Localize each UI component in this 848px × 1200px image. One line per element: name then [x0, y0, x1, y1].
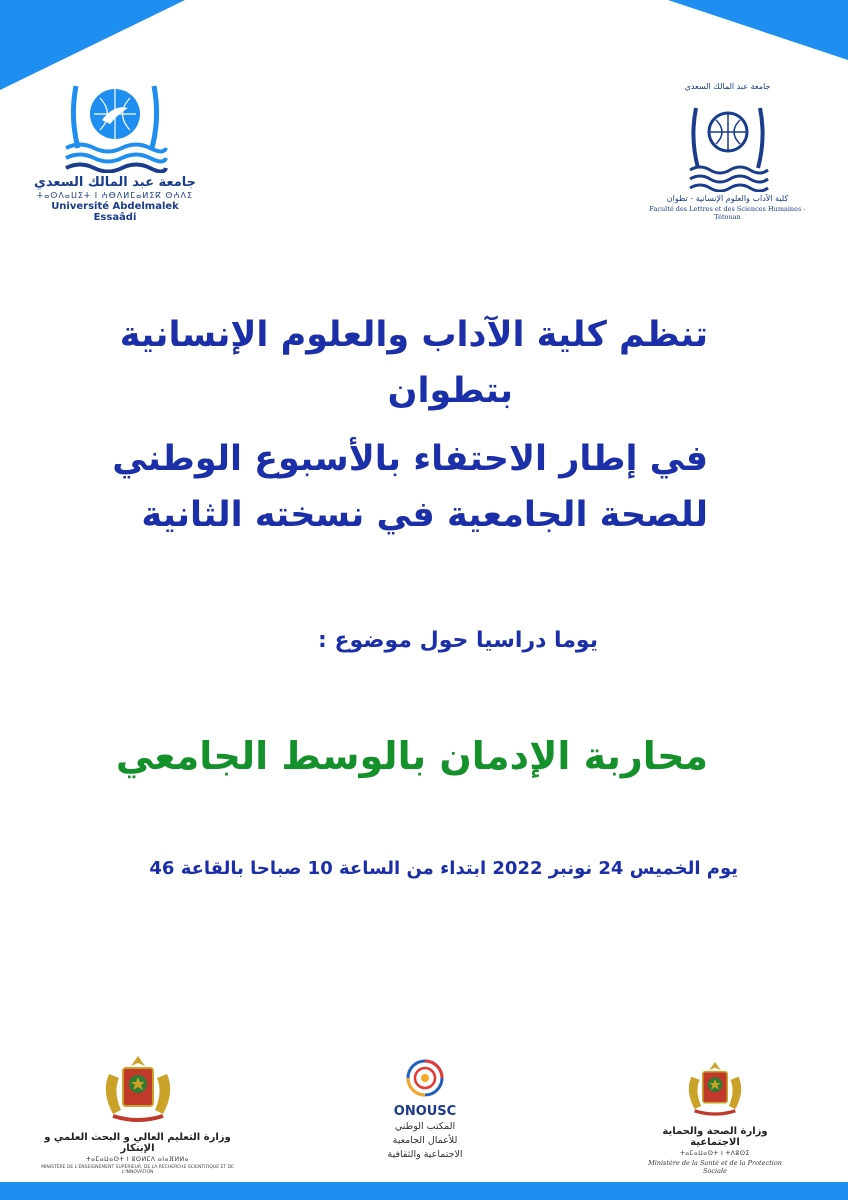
globe-waves-icon: [686, 94, 770, 192]
onousc-arabic-line-1: المكتب الوطني: [394, 1121, 456, 1132]
faculty-logo: [640, 80, 815, 230]
announcement-line-3: في إطار الاحتفاء بالأسبوع الوطني: [112, 439, 708, 479]
moroccan-coat-of-arms-icon: [680, 1058, 750, 1118]
faculty-name-arabic: كلية الآداب والعلوم الإنسانية - تطوان: [666, 194, 789, 203]
ministry-health-french: Ministère de la Santé et de la Protection Sociale: [648, 1159, 782, 1175]
onousc-name: ONOUSC: [393, 1104, 457, 1119]
onousc-arabic-line-3: الاجتماعية والثقافية: [387, 1148, 463, 1160]
announcement-line-4: للصحة الجامعية في نسخته الثانية: [141, 495, 708, 535]
university-name-french: Université Abdelmalek Essaâdi: [51, 201, 179, 223]
university-logo: [30, 78, 200, 228]
ministry-health-tifinagh: ⵜⴰⵎⴰⵡⴰⵙⵜ ⵏ ⵜⴷⵓⵙⵉ: [680, 1150, 750, 1157]
corner-decoration-right: [668, 0, 848, 60]
university-name-tifinagh: ⵜⴰⵙⴷⴰⵡⵉⵜ ⵏ ⵄⴱⴷⵍⵎⴰⵍⵉⴽ ⵙⵄⴷⵉ: [36, 191, 194, 200]
moroccan-coat-of-arms-icon: [95, 1052, 181, 1124]
onousc-arabic-line-2: للأعمال الجامعية: [392, 1134, 458, 1146]
ministry-higher-ed-arabic: وزارة التعليم العالي و البحث العلمي و الإبتكار: [44, 1132, 231, 1154]
faculty-arc-text: جامعة عبد المالك السعدي: [684, 82, 771, 91]
corner-decoration-left: [0, 0, 185, 90]
ministry-health-logo: [640, 1058, 790, 1175]
globe-dove-icon: [62, 78, 168, 173]
ministry-health-arabic: وزارة الصحة والحماية الاجتماعية: [662, 1126, 768, 1148]
onousc-logo: [360, 1058, 490, 1161]
onousc-rings-icon: [405, 1058, 445, 1098]
ministry-higher-ed-french: MINISTÈRE DE L'ENSEIGNEMENT SUPÉRIEUR, DE LA RECHERCHE SCIENTIFIQUE ET DE L'INNOVATION: [41, 1165, 234, 1175]
university-name-arabic: جامعة عبد المالك السعدي: [33, 175, 197, 190]
study-day-label: يوما دراسيا حول موضوع :: [318, 628, 598, 653]
ministry-higher-education-logo: [40, 1052, 235, 1175]
announcement-line-1: تنظم كلية الآداب والعلوم الإنسانية: [119, 315, 708, 355]
event-date-line: يوم الخميس 24 نونبر 2022 ابتداء من الساعة 10 صباحا بالقاعة 46: [149, 858, 738, 879]
ministry-higher-ed-tifinagh: ⵜⴰⵎⴰⵡⴰⵙⵜ ⵏ ⵓⵙⵍⵎⴷ ⴰⵏⴰⴼⵍⵍⴰ: [86, 1156, 189, 1163]
faculty-name-french: Faculté des Lettres et des Sciences Humaines - Tétouan: [649, 205, 806, 221]
announcement-line-2: بتطوان: [387, 371, 513, 411]
bottom-accent-bar: [0, 1182, 848, 1200]
event-theme: محاربة الإدمان بالوسط الجامعي: [115, 734, 708, 778]
